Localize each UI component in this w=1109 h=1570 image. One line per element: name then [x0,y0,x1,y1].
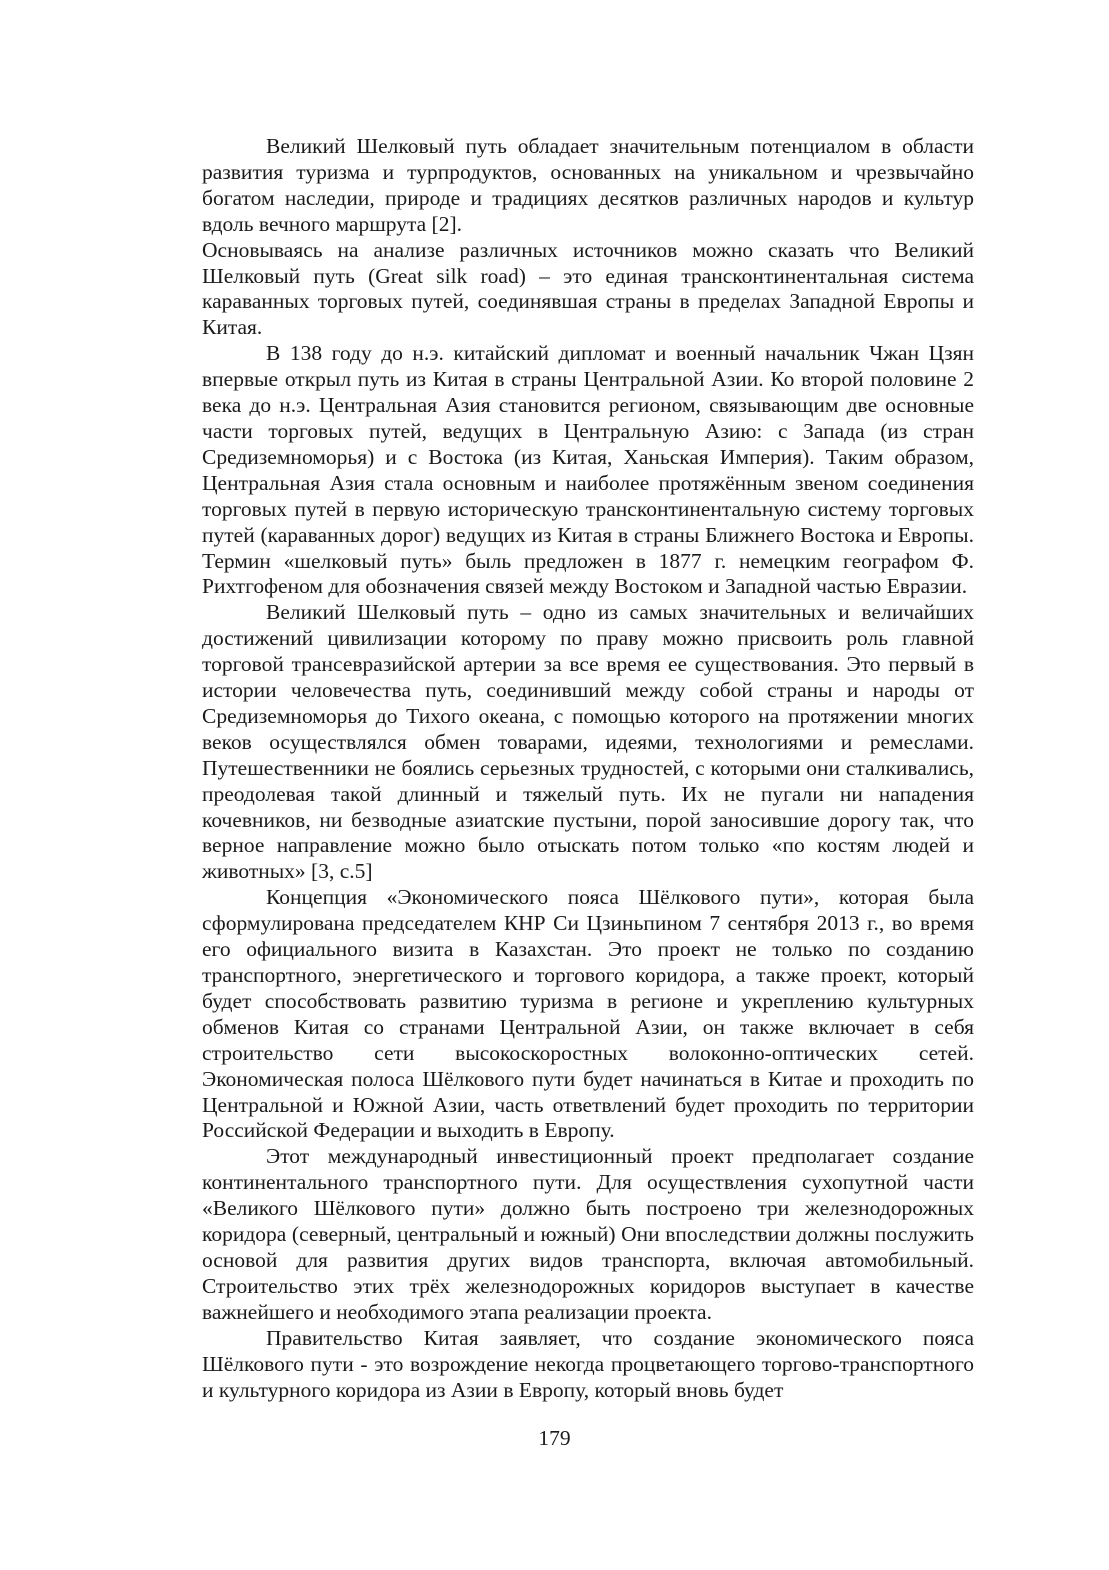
page-number: 179 [538,1426,571,1450]
paragraph-history-zhang-qian: В 138 году до н.э. китайский дипломат и военный начальник Чжан Цзян впервые открыл путь из Китая в страны Центральной Азии. Ко второй половине 2 века до н.э. Центральная Азия становится регионом, связывающим две основные части торговых путей, ведущих в Центральную Азию: с Запада (из стран Средиземноморья) и с Востока (из Китая, Ханьская Империя). Таким образом, Центральная Азия стала основным и наиболее протяжённым звеном соединения торговых путей в первую историческую трансконтинентальную систему торговых путей (караванных дорог) ведущих из Китая в страны Ближнего Востока и Европы. Термин «шелковый путь» быль предложен в 1877 г. немецким географом Ф. Рихтгофеном для обозначения связей между Востоком и Западной частью Евразии. [202,341,974,599]
paragraph-china-government-statement: Правительство Китая заявляет, что создание экономического пояса Шёлкового пути - это возрождение некогда процветающего торгово-транспортного и культурного коридора из Азии в Европу, который вновь будет [202,1325,974,1402]
paragraph-silk-road-definition: Основываясь на анализе различных источников можно сказать что Великий Шелковый путь (Great silk road) – это единая трансконтинентальная система караванных торговых путей, соединявшая страны в пределах Западной Европы и Китая. [202,237,974,340]
page-body [202,134,974,1403]
paragraph-economic-belt-concept: Концепция «Экономического пояса Шёлкового пути», которая была сформулирована председателем КНР Си Цзиньпином 7 сентября 2013 г., во время его официального визита в Казахстан. Это проект не только по созданию транспортного, энергетического и торгового коридора, а также проект, который будет способствовать развитию туризма в регионе и укреплению культурных обменов Китая со странами Центральной Азии, он также включает в себя строительство сети высокоскоростных волоконно-оптических сетей. Экономическая полоса Шёлкового пути будет начинаться в Китае и проходить по Центральной и Южной Азии, часть ответвлений будет проходить по территории Российской Федерации и выходить в Европу. [202,885,974,1143]
paragraph-silk-road-tourism-potential: Великий Шелковый путь обладает значительным потенциалом в области развития туризма и турпродуктов, основанных на уникальном и чрезвычайно богатом наследии, природе и традициях десятков различных народов и культур вдоль вечного маршрута [2]. [202,134,974,236]
paragraph-silk-road-significance: Великий Шелковый путь – одно из самых значительных и величайших достижений цивилизации которому по праву можно присвоить роль главной торговой трансевразийской артерии за все время ее существования. Это первый в истории человечества путь, соединивший между собой страны и народы от Средиземноморья до Тихого океана, с помощью которого на протяжении многих веков осуществлялся обмен товарами, идеями, технологиями и ремеслами. Путешественники не боялись серьезных трудностей, с которыми они сталкивались, преодолевая такой длинный и тяжелый путь. Их не пугали ни нападения кочевников, ни безводные азиатские пустыни, порой заносившие дорогу так, что верное направление можно было отыскать потом только «по костям людей и животных» [3, с.5] [202,600,974,884]
paragraph-railway-corridors: Этот международный инвестиционный проект предполагает создание континентального транспортного пути. Для осуществления сухопутной части «Великого Шёлкового пути» должно быть построено три железнодорожных коридора (северный, центральный и южный) Они впоследствии должны послужить основой для развития других видов транспорта, включая автомобильный. Строительство этих трёх железнодорожных коридоров выступает в качестве важнейшего и необходимого этапа реализации проекта. [202,1144,974,1324]
